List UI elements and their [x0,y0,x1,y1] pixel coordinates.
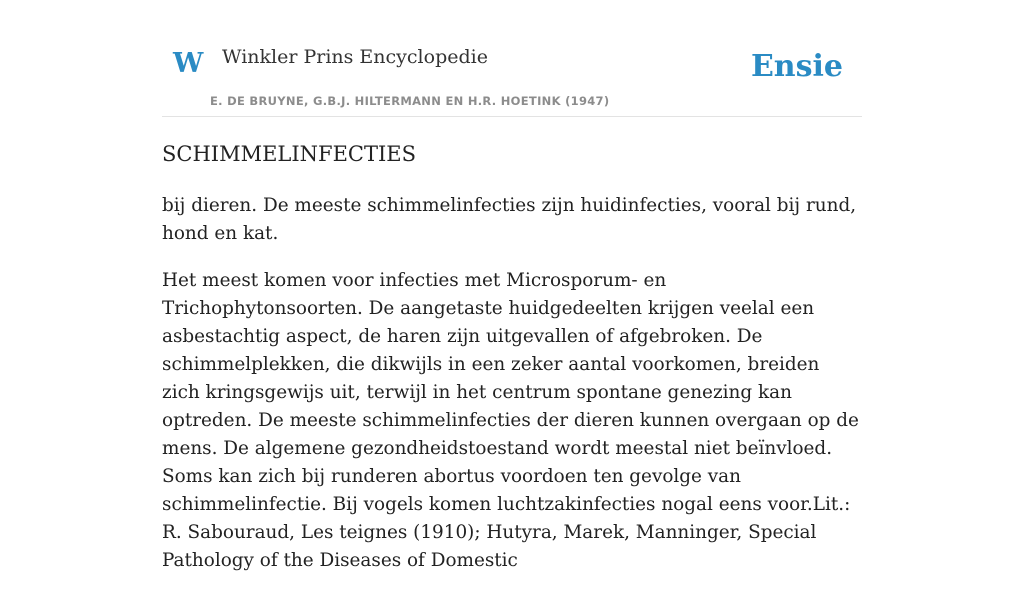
page [162,0,862,571]
article-body [162,192,862,594]
publication-title[interactable]: Winkler Prins Encyclopedie [222,46,488,68]
publication-header [162,0,862,117]
article-title: SCHIMMELINFECTIES [162,142,416,166]
publication-authors: E. DE BRUYNE, G.B.J. HILTERMANN EN H.R. HOETINK (1947) [210,94,610,108]
ensie-logo-link[interactable]: Ensie [750,49,843,84]
article-paragraph: bij dieren. De meeste schimmelinfecties zijn huidinfecties, vooral bij rund, hond en kat. [162,195,857,244]
winkler-prins-logo[interactable]: W [173,48,204,79]
article-paragraph: Het meest komen voor infecties met Microsporum- en Trichophytonsoorten. De aangetaste huidgedeelten krijgen veelal een asbestachtig aspect, de haren zijn uitgevallen of afgebroken. De schimmelplekken, die dikwijls in een zeker aantal voorkomen, breiden zich kringsgewijs uit, terwijl in het centrum spontane genezing kan optreden. De meeste schimmelinfecties der dieren kunnen overgaan op de mens. De algemene gezondheidstoestand wordt meestal niet beïnvloed. Soms kan zich bij runderen abortus voordoen ten gevolge van schimmelinfectie. Bij vogels komen luchtzakinfecties nogal eens voor.Lit.: R. Sabouraud, Les teignes (1910); Hutyra, Marek, Manninger, Special Pathology of the Diseases of Domestic [162,270,859,571]
